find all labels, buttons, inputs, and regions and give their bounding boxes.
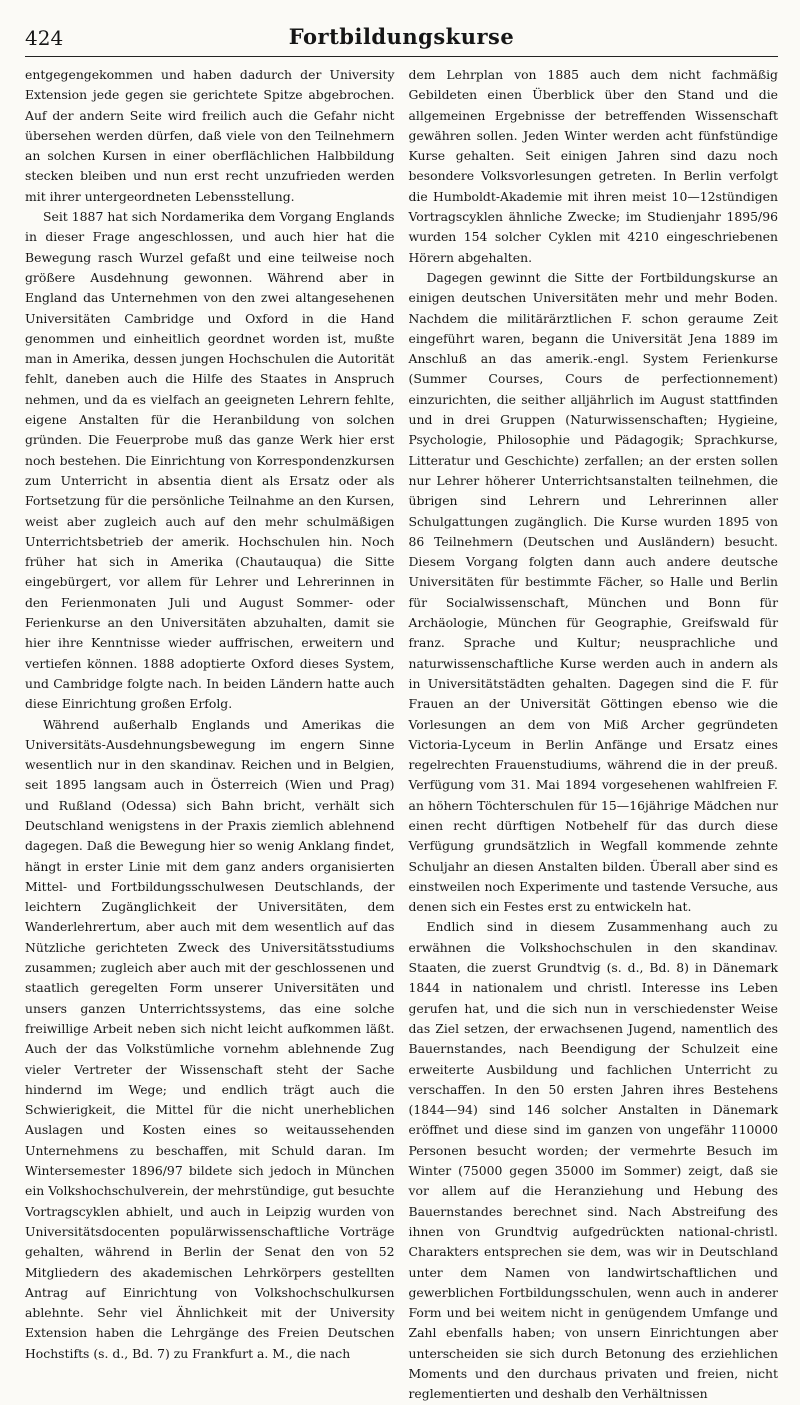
paragraph: Seit 1887 hat sich Nordamerika dem Vorgang Englands in dieser Frage angeschlossen, und auch hier hat die Bewegung rasch Wurzel gefaßt und eine teilweise noch größere Ausdehnung gewonnen. Während aber in England das Unternehmen von den zwei altangesehenen Universitäten Cambridge und Oxford in die Hand genommen und einheitlich geordnet worden ist, mußte man in Amerika, dessen jungen Hochschulen die Autorität fehlt, daneben auch die Hilfe des Staates in Anspruch nehmen, und da es vielfach an geeigneten Lehrern fehlte, eigene Anstalten für die Heranbildung von solchen gründen. Die Feuerprobe muß das ganze Werk hier erst noch bestehen. Die Einrichtung von Korrespondenzkursen zum Unterricht in absentia dient als Ersatz oder als Fortsetzung für die persönliche Teilnahme an den Kursen, weist aber zugleich auch auf den mehr schulmäßigen Unterrichtsbetrieb der amerik. Hochschulen hin. Noch früher hat sich in Amerika (Chautauqua) die Sitte eingebürgert, vor allem für Lehrer und Lehrerinnen in den Ferienmonaten Juli und August Sommer- oder Ferienkurse an den Universitäten abzuhalten, damit sie hier ihre Kenntnisse wieder auffrischen, erweitern und vertiefen können. 1888 adoptierte Oxford dieses System, und Cambridge folgte nach. In beiden Ländern hatte auch diese Einrichtung großen Erfolg. [25,209,395,712]
right-column [409,65,779,1405]
paragraph: Während außerhalb Englands und Amerikas die Universitäts-Ausdehnungsbewegung im engern Sinne wesentlich nur in den skandinav. Reichen und in Belgien, seit 1895 langsam auch in Österreich (Wien und Prag) und Rußland (Odessa) sich Bahn bricht, verhält sich Deutschland wenigstens in der Praxis ziemlich ablehnend dagegen. Daß die Bewegung hier so wenig Anklang findet, hängt in erster Linie mit dem ganz anders organisierten Mittel- und Fortbildungsschulwesen Deutschlands, der leichtern Zugänglichkeit der Universitäten, dem Wanderlehrertum, aber auch mit dem wesentlich auf das Nützliche gerichteten Zweck des Universitätsstudiums zusammen; zugleich aber auch mit der geschlossenen und staatlich geregelten Form unserer Universitäten und unsers ganzen Unterrichtssystems, das eine solche freiwillige Arbeit neben sich nicht leicht aufkommen läßt. Auch der das Volkstümliche vornehm ablehnende Zug vieler Vertreter der Wissenschaft steht der Sache hindernd im Wege; und endlich trägt auch die Schwierigkeit, die Mittel für die nicht unerheblichen Auslagen und Kosten eines so weitaussehenden Unternehmens zu beschaffen, mit Schuld daran. Im Wintersemester 1896/97 bildete sich jedoch in München ein Volkshochschulverein, der mehrstündige, gut besuchte Vortragscyklen abhielt, und auch in Leipzig wurden von Universitätsdocenten populärwissenschaftliche Vorträge gehalten, während in Berlin der Senat den von 52 Mitgliedern des akademischen Lehrkörpers gestellten Antrag auf Einrichtung von Volkshochschulkursen ablehnte. Sehr viel Ähnlichkeit mit der University Extension haben die Lehrgänge des Freien Deutschen Hochstifts (s. d., Bd. 7) zu Frankfurt a. M., die nach [25,716,395,1361]
paragraph: Dagegen gewinnt die Sitte der Fortbildungskurse an einigen deutschen Universitäten mehr und mehr Boden. Nachdem die militärärztlichen F. schon geraume Zeit eingeführt waren, begann die Universität Jena 1889 im Anschluß an das amerik.-engl. System Ferienkurse (Summer Courses, Cours de perfectionnement) einzurichten, die seither alljährlich im August stattfinden und in drei Gruppen (Naturwissenschaften; Hygieine, Psychologie, Philosophie und Pädagogik; Sprachkurse, Litteratur und Geschichte) zerfallen; an der ersten sollen nur Lehrer höherer Unterrichtsanstalten teilnehmen, die übrigen sind Lehrern und Lehrerinnen aller Schulgattungen zugänglich. Die Kurse wurden 1895 von 86 Teilnehmern (Deutschen und Ausländern) besucht. Diesem Vorgang folgten dann auch andere deutsche Universitäten für bestimmte Fächer, so Halle und Berlin für Socialwissenschaft, München und Bonn für Archäologie, München für Geographie, Greifswald für franz. Sprache und Kultur; neusprachliche und naturwissenschaftliche Kurse werden auch in andern als in Universitätstädten gehalten. Dagegen sind die F. für Frauen an der Universität Göttingen ebenso wie die Vorlesungen an dem von Miß Archer gegründeten Victoria-Lyceum in Berlin Anfänge und Ersatz eines regelrechten Frauenstudiums, während die in der preuß. Verfügung vom 31. Mai 1894 vorgesehenen wahlfreien F. an höhern Töchterschulen für 15—16jährige Mädchen nur einen recht dürftigen Notbehelf für das durch diese Verfügung grundsätzlich in Wegfall kommende zehnte Schuljahr an diesen Anstalten bilden. Überall aber sind es einstweilen noch Experimente und tastende Versuche, aus denen sich ein Festes erst zu entwickeln hat. [408,269,778,915]
paragraph: entgegengekommen und haben dadurch der University Extension jede gegen sie gerichtete Spitze abgebrochen. Auf der andern Seite wird freilich auch die Gefahr nicht übersehen werden dürfen, daß viele von den Teilnehmern an solchen Kursen in einer oberflächlichen Halbbildung stecken bleiben und nun erst recht unzufrieden werden mit ihrer untergeordneten Lebensstellung. [25,67,395,204]
running-head: Fortbildungskurse [288,24,515,49]
page-number: 424 [25,26,64,50]
text-columns [25,65,778,1405]
paragraph: Endlich sind in diesem Zusammenhang auch zu erwähnen die Volkshochschulen in den skandinav. Staaten, die zuerst Grundtvig (s. d., Bd. 8) in Dänemark 1844 in nationalem und christl. Interesse ins Leben gerufen hat, und die sich nun in verschiedenster Weise das Ziel setzen, der erwachsenen Jugend, namentlich des Bauernstandes, nach Beendigung der Schulzeit eine erweiterte Ausbildung und fachlichen Unterricht zu verschaffen. In den 50 ersten Jahren ihres Bestehens (1844—94) sind 146 solcher Anstalten in Dänemark eröffnet und diese sind im ganzen von ungefähr 110000 Personen besucht worden; der vermehrte Besuch im Winter (75000 gegen 35000 im Sommer) zeigt, daß sie vor allem auf die Heranziehung und Hebung des Bauernstandes berechnet sind. Nach Abstreifung des ihnen von Grundtvig aufgedrückten national-christl. Charakters entsprechen sie dem, was wir in Deutschland unter dem Namen von landwirtschaftlichen und gewerblichen Fortbildungsschulen, wenn auch in anderer Form und bei weitem nicht in genügendem Umfange und Zahl ebenfalls haben; von unsern Einrichtungen aber unterscheiden sie sich durch Betonung des erziehlichen Moments und den durchaus privaten und freien, nicht reglementierten und deshalb den Verhältnissen [408,919,778,1402]
left-column [25,65,395,1405]
page-header [25,20,778,57]
paragraph: dem Lehrplan von 1885 auch dem nicht fachmäßig Gebildeten einen Überblick über den Stand und die allgemeinen Ergebnisse der betreffenden Wissenschaft gewähren sollen. Jeden Winter werden acht fünfstündige Kurse gehalten. Seit einigen Jahren sind dazu noch besondere Volksvorlesungen getreten. In Berlin verfolgt die Humboldt-Akademie mit ihren meist 10—12stündigen Vortragscyklen ähnliche Zwecke; im Studienjahr 1895/96 wurden 154 solcher Cyklen mit 4210 eingeschriebenen Hörern abgehalten. [408,67,778,265]
